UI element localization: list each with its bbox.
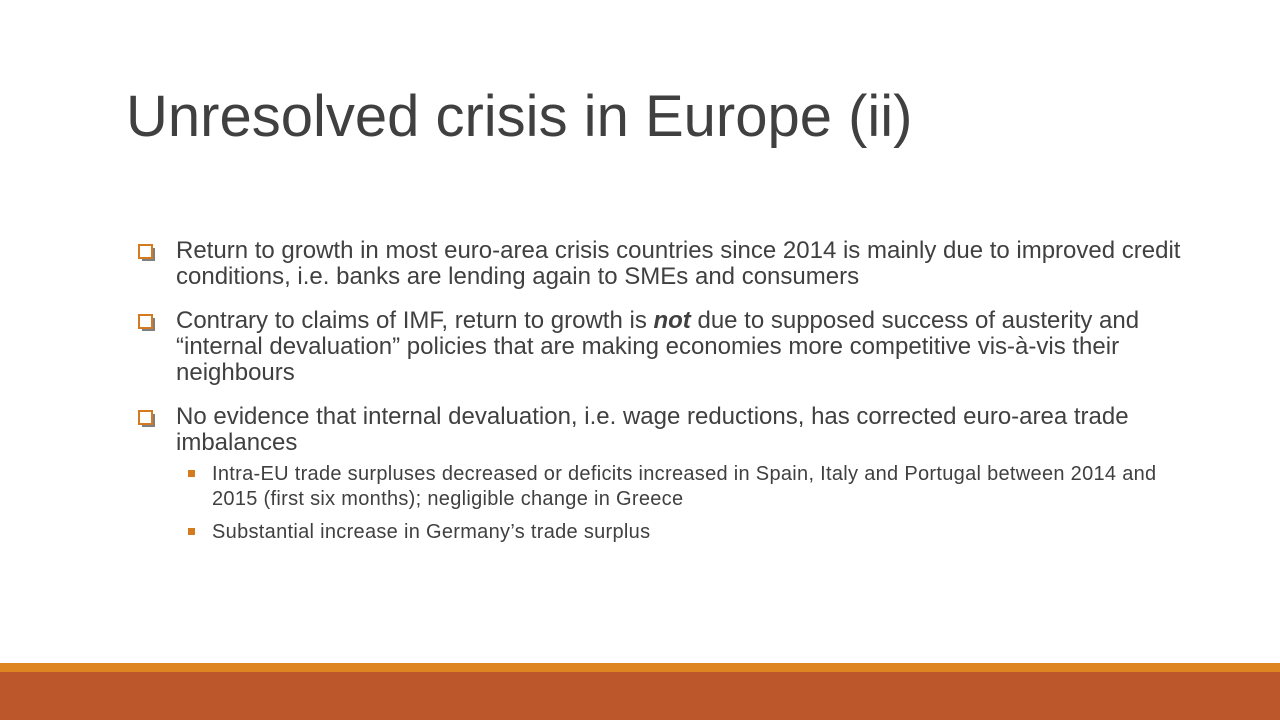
bullet-item-trade-imbalances [138,404,1198,545]
bullet-text-part: Contrary to claims of IMF, return to growth is [176,307,654,334]
bullet-text [176,307,1139,386]
bullet-item-imf-claims [138,308,1198,386]
slide-title: Unresolved crisis in Europe (ii) [126,84,913,149]
bullet-text-part: due to supposed success of austerity and “internal devaluation” policies that are making economies more competitive vis-à-vis their neighbours [176,307,1140,386]
bullet-item-credit-conditions [138,238,1198,290]
footer-band-orange [0,663,1280,672]
checkbox-square-icon [138,314,156,332]
footer-band-rust [0,672,1280,720]
bullet-list [138,238,1198,563]
sub-bullet-text: Substantial increase in Germany’s trade surplus [212,521,651,543]
sub-bullet-list [176,462,1198,545]
checkbox-square-icon [138,244,156,262]
sub-bullet-item [176,520,1198,545]
small-square-icon [188,528,195,535]
emphasis-text: not [653,307,691,334]
small-square-icon [188,470,195,477]
bullet-text: No evidence that internal devaluation, i.e. wage reductions, has corrected euro-area trade imbalances [176,403,1129,456]
sub-bullet-item [176,462,1198,512]
checkbox-square-icon [138,410,156,428]
bullet-text: Return to growth in most euro-area crisis countries since 2014 is mainly due to improved credit conditions, i.e. banks are lending again to SMEs and consumers [176,237,1181,290]
sub-bullet-text: Intra-EU trade surpluses decreased or deficits increased in Spain, Italy and Portugal between 2014 and 2015 (first six months); negligible change in Greece [212,463,1157,510]
